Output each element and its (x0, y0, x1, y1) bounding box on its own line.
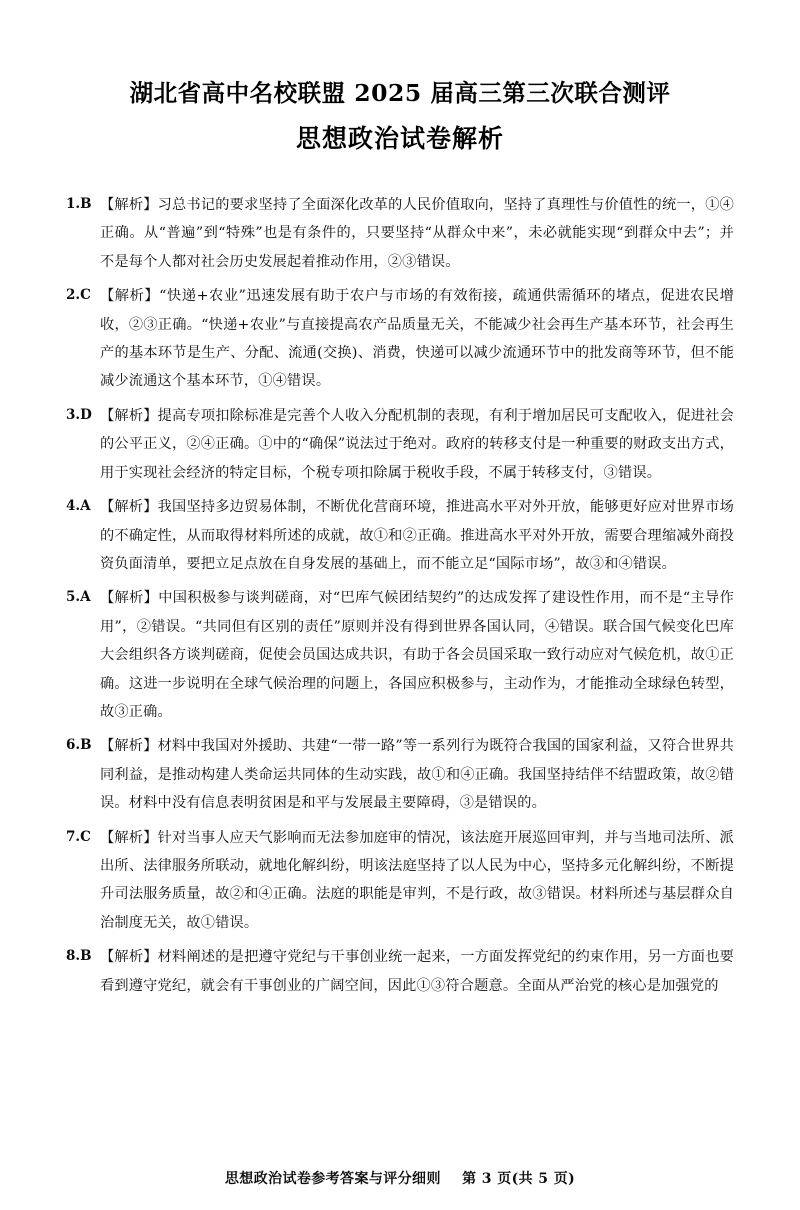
list-item (66, 402, 734, 487)
list-item (66, 824, 734, 938)
item-number: 7.C (66, 828, 91, 845)
page-subtitle: 思想政治试卷解析 (295, 123, 504, 153)
item-number: 4.A (66, 498, 91, 515)
item-number: 3.D (66, 406, 92, 423)
page-footer (0, 1168, 800, 1188)
item-number: 6.B (66, 737, 92, 754)
item-number: 2.C (66, 287, 91, 304)
list-item (66, 584, 734, 726)
item-number: 8.B (66, 948, 92, 965)
item-text: 【解析】中国积极参与谈判磋商，对“巴库气候团结契约”的达成发挥了建设性作用，而不是“主导作用”，②错误。“共同但有区别的责任”原则并没有得到世界各国认同，④错误。联合国气候变化巴库大会组织各方谈判磋商，促使会员国达成共识，有助于各会员国采取一致行动应对气候危机，故①正确。这进一步说明在全球气候治理的问题上，各国应积极参与，主动作为，才能推动全球绿色转型，故③正确。 (100, 590, 734, 720)
list-item (66, 282, 734, 396)
list-item (66, 493, 734, 578)
page-title: 湖北省高中名校联盟 2025 届高三第三次联合测评 (129, 79, 671, 107)
item-number: 5.A (66, 589, 91, 606)
item-text: 【解析】“快递+农业”迅速发展有助于农户与市场的有效衔接，疏通供需循环的堵点，促进农民增收，②③正确。“快递+农业”与直接提高农产品质量无关，不能减少社会再生产基本环节，社会再生产的基本环节是生产、分配、流通(交换)、消费，快递可以减少流通环节中的批发商等环节，但不能减少流通这个基本环节，①④错误。 (100, 288, 734, 390)
item-text: 【解析】材料阐述的是把遵守党纪与干事创业统一起来，一方面发挥党纪的约束作用，另一方面也要看到遵守党纪，就会有干事创业的广阔空间，因此①③符合题意。全面从严治党的核心是加强党的 (100, 949, 734, 994)
answer-list (66, 191, 734, 1000)
document-page (0, 78, 800, 1210)
item-text: 【解析】提高专项扣除标准是完善个人收入分配机制的表现，有利于增加居民可支配收入，促进社会的公平正义，②④正确。①中的“确保”说法过于绝对。政府的转移支付是一种重要的财政支出方式，用于实现社会经济的特定目标，个税专项扣除属于税收手段，不属于转移支付，③错误。 (100, 407, 734, 481)
item-text: 【解析】针对当事人应天气影响而无法参加庭审的情况，该法庭开展巡回审判，并与当地司法所、派出所、法律服务所联动，就地化解纠纷，明该法庭坚持了以人民为中心，坚持多元化解纠纷，不断提升司法服务质量，故②和④正确。法庭的职能是审判，不是行政，故③错误。材料所述与基层群众自治制度无关，故①错误。 (100, 829, 734, 931)
document-header (0, 78, 800, 155)
item-text: 【解析】材料中我国对外援助、共建“一带一路”等一系列行为既符合我国的国家利益，又符合世界共同利益，是推动构建人类命运共同体的生动实践，故①和④正确。我国坚持结伴不结盟政策，故②错误。材料中没有信息表明贫困是和平与发展最主要障碍，③是错误的。 (100, 738, 734, 812)
list-item (66, 732, 734, 817)
item-text: 【解析】习总书记的要求坚持了全面深化改革的人民价值取向，坚持了真理性与价值性的统一，①④正确。从“普遍”到“特殊”也是有条件的，只要坚持“从群众中来”，未必就能实现“到群众中去”；并不是每个人都对社会历史发展起着推动作用，②③错误。 (100, 197, 734, 270)
page-number: 第 3 页(共 5 页) (462, 1171, 576, 1187)
footer-title: 思想政治试卷参考答案与评分细则 (224, 1171, 441, 1187)
item-text: 【解析】我国坚持多边贸易体制，不断优化营商环境，推进高水平对外开放，能够更好应对世界市场的不确定性，从而取得材料所述的成就，故①和②正确。推进高水平对外开放，需要合理缩减外商投资负面清单，要把立足点放在自身发展的基础上，而不能立足“国际市场”，故③和④错误。 (100, 499, 734, 572)
item-number: 1.B (66, 196, 92, 213)
list-item (66, 943, 734, 1000)
list-item (66, 191, 734, 276)
